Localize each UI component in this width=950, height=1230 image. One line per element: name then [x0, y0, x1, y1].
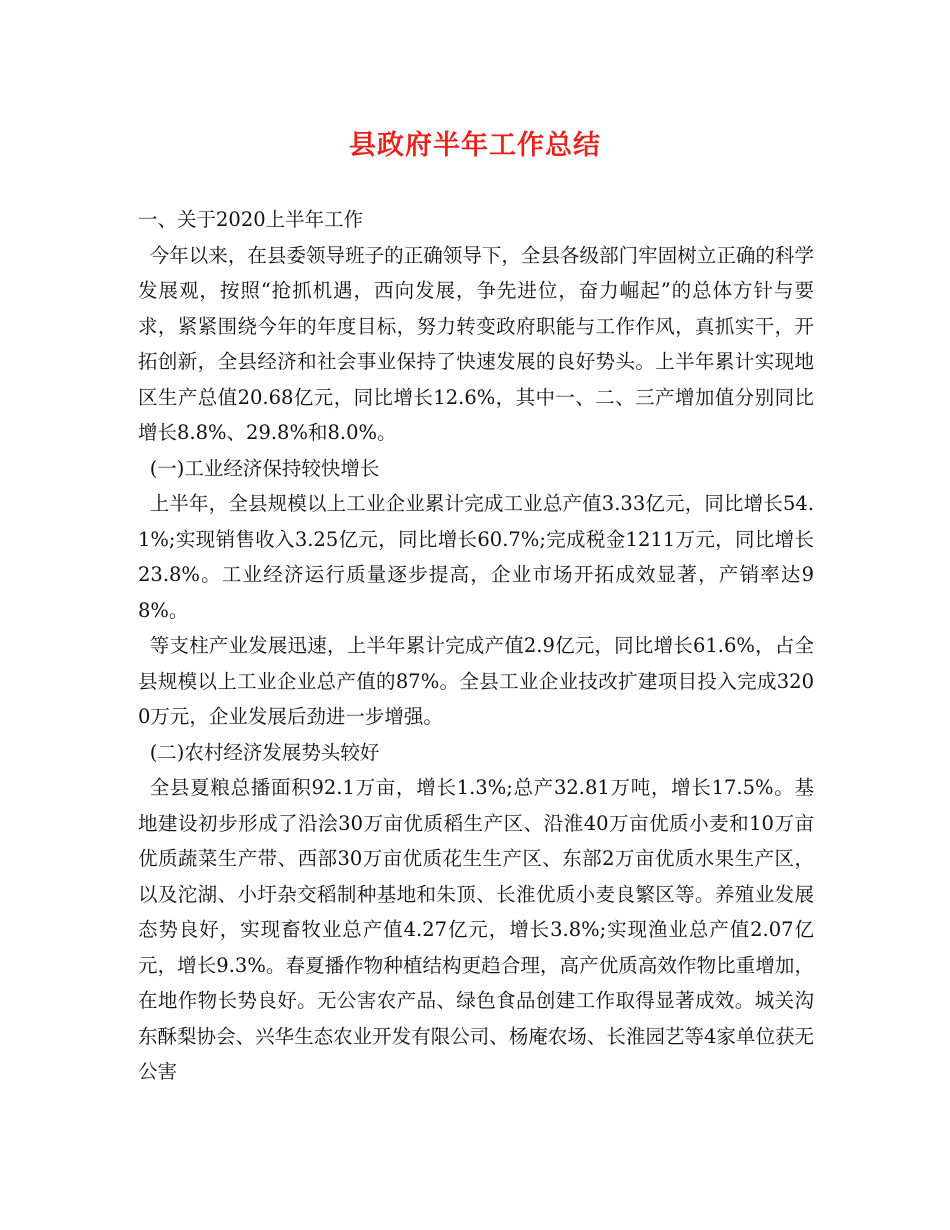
- subsection-heading: (二)农村经济发展势头较好: [149, 740, 380, 764]
- paragraph: 等支柱产业发展迅速，上半年累计完成产值2.9亿元，同比增长61.6%，占全县规模以上工业企业总产值的87%。全县工业企业技改扩建项目投入完成3200万元，企业发展后劲进一步增强。: [138, 634, 814, 728]
- paragraph: 全县夏粮总播面积92.1万亩，增长1.3%;总产32.81万吨，增长17.5%。基地建设初步形成了沿浍30万亩优质稻生产区、沿淮40万亩优质小麦和10万亩优质蔬菜生产带、西部30万亩优质花生生产区、东部2万亩优质水果生产区，以及沱湖、小圩杂交稻制种基地和朱顶、长淮优质小麦良繁区等。养殖业发展态势良好，实现畜牧业总产值4.27亿元，增长3.8%;实现渔业总产值2.07亿元，增长9.3%。春夏播作物种植结构更趋合理，高产优质高效作物比重增加，在地作物长势良好。无公害农产品、绿色食品创建工作取得显著成效。城关沟东酥梨协会、兴华生态农业开发有限公司、杨庵农场、长淮园艺等4家单位获无公害: [138, 776, 814, 1083]
- document-body: [138, 202, 814, 1090]
- paragraph: 今年以来，在县委领导班子的正确领导下，全县各级部门牢固树立正确的科学发展观，按照“抢抓机遇，西向发展，争先进位，奋力崛起”的总体方针与要求，紧紧围绕今年的年度目标，努力转变政府职能与工作作风，真抓实干，开拓创新，全县经济和社会事业保持了快速发展的良好势头。上半年累计实现地区生产总值20.68亿元，同比增长12.6%，其中一、二、三产增加值分别同比增长8.8%、29.8%和8.0%。: [138, 243, 814, 444]
- subsection-heading: (一)工业经济保持较快增长: [149, 456, 380, 480]
- document-title: 县政府半年工作总结: [349, 130, 601, 161]
- paragraph: 上半年，全县规模以上工业企业累计完成工业总产值3.33亿元，同比增长54.1%;实现销售收入3.25亿元，同比增长60.7%;完成税金1211万元，同比增长23.8%。工业经济运行质量逐步提高，企业市场开拓成效显著，产销率达98%。: [138, 492, 814, 622]
- section-heading: 一、关于2020上半年工作: [138, 208, 364, 231]
